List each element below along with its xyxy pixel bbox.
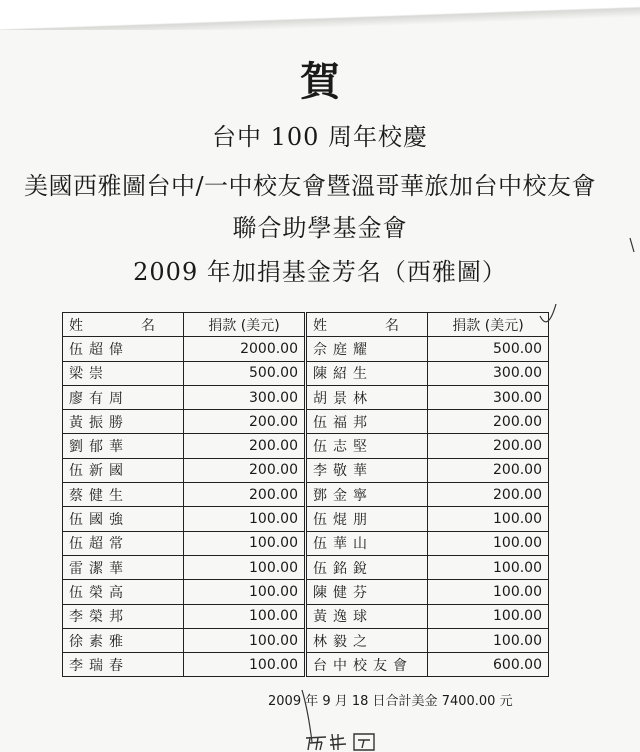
- event-line: 台中 100 周年校慶: [211, 123, 429, 151]
- donor-name-left: 梁崇: [63, 361, 184, 385]
- donor-name-right: 伍銘銳: [306, 555, 428, 579]
- donation-amount-left: 500.00: [184, 361, 306, 385]
- table-row: [63, 361, 549, 385]
- donor-name-left: 李瑞春: [63, 653, 184, 677]
- donor-name-right: 陳紹生: [306, 361, 428, 385]
- donation-amount-left: 300.00: [184, 385, 306, 409]
- donor-name-left: 伍國強: [63, 507, 184, 531]
- donation-amount-left: 100.00: [184, 555, 306, 579]
- table-row: [63, 385, 549, 409]
- donation-amount-left: 200.00: [184, 483, 306, 507]
- donation-amount-right: 100.00: [428, 604, 549, 628]
- fund-line: 聯合助學基金會: [232, 214, 408, 242]
- donation-amount-right: 200.00: [428, 434, 549, 458]
- donor-name-left: 伍榮高: [63, 580, 184, 604]
- donor-name-left: 雷潔華: [63, 555, 184, 579]
- donor-table: [62, 312, 549, 677]
- donation-amount-left: 100.00: [184, 580, 306, 604]
- table-row: [63, 410, 549, 434]
- donation-amount-left: 2000.00: [184, 337, 306, 361]
- donation-amount-right: 100.00: [428, 628, 549, 652]
- association-line: 美國西雅圖台中/一中校友會暨溫哥華旅加台中校友會: [23, 172, 597, 200]
- donation-amount-right: 200.00: [428, 483, 549, 507]
- donation-amount-right: 200.00: [428, 410, 549, 434]
- donor-name-left: 黃振勝: [63, 410, 184, 434]
- table-row: [63, 604, 549, 628]
- donation-amount-left: 100.00: [184, 531, 306, 555]
- donation-amount-right: 600.00: [428, 653, 549, 677]
- donation-amount-left: 100.00: [184, 604, 306, 628]
- table-row: [63, 555, 549, 579]
- donor-name-right: 伍華山: [306, 531, 428, 555]
- donation-amount-right: 200.00: [428, 458, 549, 482]
- table-row: [63, 628, 549, 652]
- donor-name-right: 林毅之: [306, 628, 428, 652]
- table-row: [63, 458, 549, 482]
- header-amount-right: 捐款 (美元): [428, 313, 549, 337]
- donation-amount-right: 100.00: [428, 555, 549, 579]
- total-line: 2009 年 9 月 18 日合計美金 7400.00 元: [268, 694, 513, 709]
- donation-amount-right: 300.00: [428, 385, 549, 409]
- donor-name-left: 廖有周: [63, 385, 184, 409]
- donation-amount-left: 200.00: [184, 434, 306, 458]
- header-name-left: 姓 名: [63, 313, 184, 337]
- donor-name-right: 李敬華: [306, 458, 428, 482]
- donation-amount-left: 100.00: [184, 507, 306, 531]
- header-name-right: 姓 名: [306, 313, 428, 337]
- handwritten-signature: [300, 728, 380, 752]
- donation-amount-left: 200.00: [184, 458, 306, 482]
- donor-name-left: 劉郁華: [63, 434, 184, 458]
- header-amount-left: 捐款 (美元): [184, 313, 306, 337]
- table-header: [63, 313, 549, 337]
- donor-name-right: 鄧金寧: [306, 483, 428, 507]
- list-title: 2009 年加捐基金芳名（西雅圖）: [133, 258, 507, 286]
- table-row: [63, 580, 549, 604]
- table-row: [63, 507, 549, 531]
- page-title: 賀: [300, 58, 340, 105]
- donation-amount-right: 300.00: [428, 361, 549, 385]
- donor-name-left: 蔡健生: [63, 483, 184, 507]
- donor-name-left: 伍超常: [63, 531, 184, 555]
- donation-amount-right: 100.00: [428, 580, 549, 604]
- donation-amount-left: 100.00: [184, 653, 306, 677]
- table-body: [63, 337, 549, 677]
- donation-amount-right: 100.00: [428, 531, 549, 555]
- donor-name-right: 伍志堅: [306, 434, 428, 458]
- donor-name-left: 伍超偉: [63, 337, 184, 361]
- donor-name-right: 台中校友會: [306, 653, 428, 677]
- table-row: [63, 434, 549, 458]
- donor-name-right: 黃逸球: [306, 604, 428, 628]
- page-fold: [0, 0, 640, 30]
- donor-name-left: 李榮邦: [63, 604, 184, 628]
- table-row: [63, 337, 549, 361]
- donor-name-right: 陳健芬: [306, 580, 428, 604]
- table-row: [63, 653, 549, 677]
- donor-name-left: 徐素雅: [63, 628, 184, 652]
- donation-amount-right: 100.00: [428, 507, 549, 531]
- donor-name-right: 胡景林: [306, 385, 428, 409]
- donor-name-left: 伍新國: [63, 458, 184, 482]
- donation-amount-left: 100.00: [184, 628, 306, 652]
- table-row: [63, 531, 549, 555]
- donor-name-right: 伍福邦: [306, 410, 428, 434]
- donation-amount-left: 200.00: [184, 410, 306, 434]
- donor-name-right: 伍焜朋: [306, 507, 428, 531]
- table-row: [63, 483, 549, 507]
- donation-amount-right: 500.00: [428, 337, 549, 361]
- donor-name-right: 佘庭耀: [306, 337, 428, 361]
